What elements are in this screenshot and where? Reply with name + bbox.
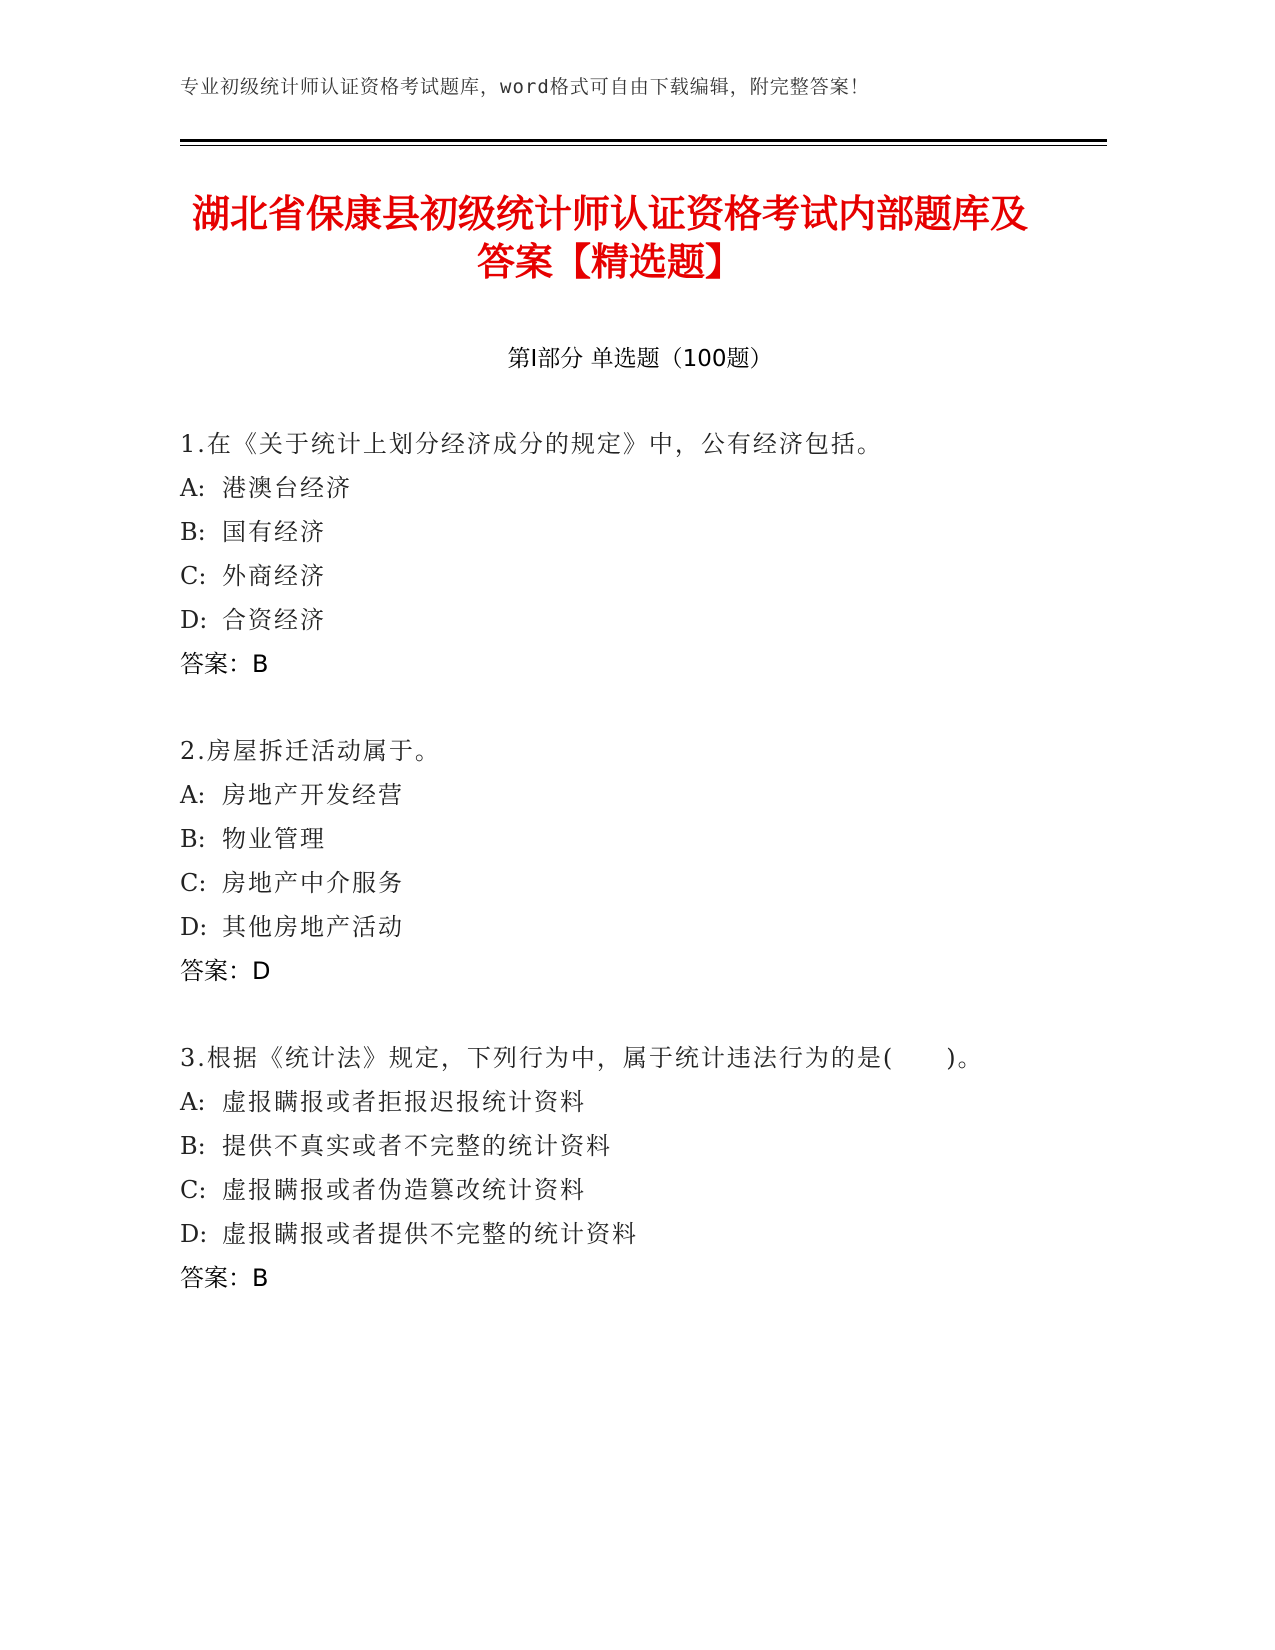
option-text: 其他房地产活动 (222, 913, 404, 941)
option-text: 物业管理 (222, 825, 326, 853)
option-text: 合资经济 (222, 606, 326, 634)
question-1 (180, 422, 1060, 686)
option-d (180, 598, 1060, 642)
option-text: 外商经济 (222, 562, 326, 590)
document-title: 湖北省保康县初级统计师认证资格考试内部题库及答案【精选题】 (191, 192, 1028, 284)
question-list (180, 422, 1060, 1343)
option-label: B: (180, 1132, 206, 1160)
option-d (180, 1212, 1060, 1256)
option-c (180, 861, 1060, 905)
option-text: 虚报瞒报或者伪造篡改统计资料 (222, 1176, 586, 1204)
answer-line: 答案：B (180, 650, 269, 678)
option-label: B: (180, 825, 206, 853)
header-rule-thin (180, 145, 1107, 146)
question-2 (180, 729, 1060, 993)
option-label: A: (180, 1088, 206, 1116)
option-a (180, 1080, 1060, 1124)
option-b (180, 817, 1060, 861)
option-a (180, 773, 1060, 817)
answer-line: 答案：B (180, 1264, 269, 1292)
question-stem: 1.在《关于统计上划分经济成分的规定》中，公有经济包括。 (180, 430, 883, 458)
option-text: 国有经济 (222, 518, 326, 546)
header-rule-thick (180, 139, 1107, 142)
option-a (180, 466, 1060, 510)
option-label: C: (180, 562, 207, 590)
section-heading: 第Ⅰ部分 单选题（100题） (507, 346, 773, 372)
option-label: D: (180, 1220, 208, 1248)
option-label: C: (180, 1176, 207, 1204)
option-text: 提供不真实或者不完整的统计资料 (222, 1132, 612, 1160)
option-label: A: (180, 781, 206, 809)
option-label: C: (180, 869, 207, 897)
option-text: 虚报瞒报或者提供不完整的统计资料 (222, 1220, 638, 1248)
question-stem: 3.根据《统计法》规定，下列行为中，属于统计违法行为的是( )。 (180, 1044, 984, 1072)
option-b (180, 510, 1060, 554)
option-text: 虚报瞒报或者拒报迟报统计资料 (222, 1088, 586, 1116)
option-label: A: (180, 474, 206, 502)
option-text: 房地产中介服务 (222, 869, 404, 897)
answer-line: 答案：D (180, 957, 271, 985)
option-text: 港澳台经济 (222, 474, 352, 502)
option-c (180, 554, 1060, 598)
option-label: B: (180, 518, 206, 546)
option-label: D: (180, 606, 208, 634)
option-label: D: (180, 913, 208, 941)
question-stem: 2.房屋拆迁活动属于。 (180, 737, 441, 765)
question-3 (180, 1036, 1060, 1300)
header-note: 专业初级统计师认证资格考试题库，word格式可自由下载编辑，附完整答案！ (180, 76, 870, 98)
option-d (180, 905, 1060, 949)
option-text: 房地产开发经营 (222, 781, 404, 809)
option-b (180, 1124, 1060, 1168)
option-c (180, 1168, 1060, 1212)
